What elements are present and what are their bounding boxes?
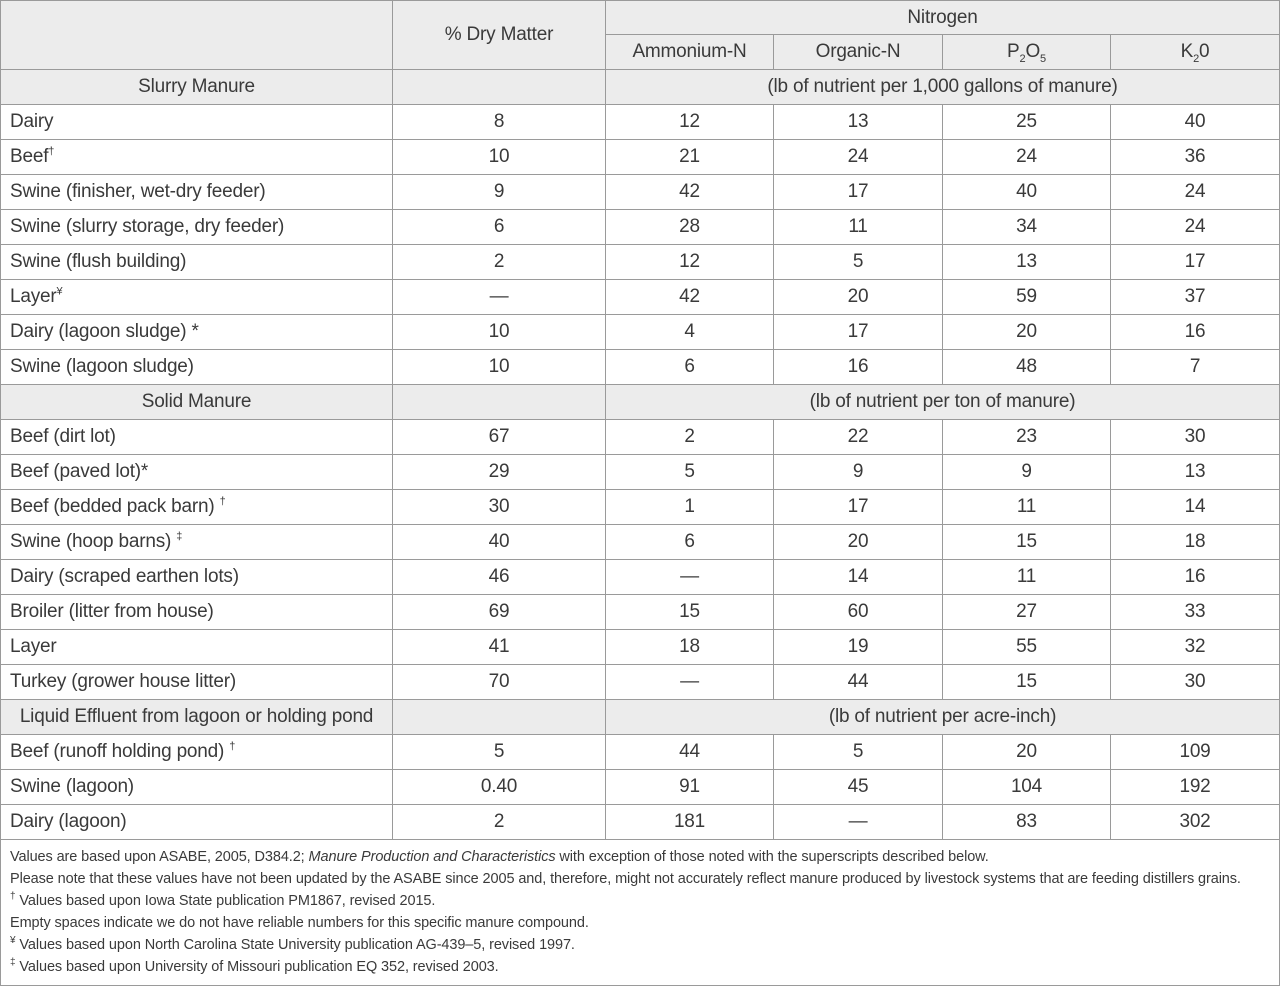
- footnote-yen: [10, 934, 1270, 956]
- row-label-text: Swine (slurry storage, dry feeder): [10, 216, 285, 237]
- k2o-cell: 40: [1111, 105, 1280, 140]
- ammonium-n-cell: 42: [606, 280, 774, 315]
- row-label-text: Dairy (lagoon sludge) *: [10, 321, 199, 342]
- row-footnote-mark: †: [229, 740, 236, 753]
- ammonium-n-cell: 4: [606, 315, 774, 350]
- section-title: Solid Manure: [1, 385, 393, 420]
- table-row: [1, 490, 1280, 525]
- row-label-text: Dairy: [10, 111, 54, 132]
- footnote-yen-mark: ¥: [10, 935, 16, 947]
- organic-n-cell: 60: [774, 595, 943, 630]
- section-header-row: [1, 385, 1280, 420]
- k2o-o: 0: [1199, 41, 1210, 62]
- k2o-cell: 18: [1111, 525, 1280, 560]
- header-p2o5: [943, 35, 1111, 70]
- row-label: [1, 525, 393, 560]
- ammonium-n-cell: 6: [606, 525, 774, 560]
- row-label: [1, 140, 393, 175]
- row-label: [1, 735, 393, 770]
- row-footnote-mark: ¥: [56, 285, 63, 298]
- row-footnote-mark: ‡: [176, 530, 183, 543]
- p2o5-o: O: [1025, 41, 1041, 62]
- organic-n-cell: 45: [774, 770, 943, 805]
- k2o-cell: 30: [1111, 665, 1280, 700]
- table-row: [1, 315, 1280, 350]
- table-row: [1, 665, 1280, 700]
- p2o5-cell: 48: [943, 350, 1111, 385]
- footnote-empty-note: [10, 912, 1270, 934]
- dry-matter-cell: 6: [393, 210, 606, 245]
- footnote-dagger: [10, 890, 1270, 912]
- row-label: [1, 805, 393, 840]
- row-label-text: Beef (paved lot)*: [10, 461, 149, 482]
- section-title: Slurry Manure: [1, 70, 393, 105]
- footnote-double-dagger-mark: ‡: [10, 957, 16, 969]
- p2o5-cell: 20: [943, 735, 1111, 770]
- k2o-k: K: [1180, 41, 1194, 62]
- k2o-cell: 36: [1111, 140, 1280, 175]
- k2o-cell: 32: [1111, 630, 1280, 665]
- row-label-text: Dairy (scraped earthen lots): [10, 566, 239, 587]
- row-footnote-mark: †: [219, 495, 226, 508]
- row-label: [1, 770, 393, 805]
- section-unit: (lb of nutrient per acre-inch): [606, 700, 1280, 735]
- row-label-text: Broiler (litter from house): [10, 601, 214, 622]
- table-row: [1, 805, 1280, 840]
- ammonium-n-cell: 12: [606, 105, 774, 140]
- organic-n-cell: 19: [774, 630, 943, 665]
- p2o5-cell: 20: [943, 315, 1111, 350]
- footnotes: [1, 840, 1280, 986]
- header-nitrogen: Nitrogen: [606, 1, 1280, 35]
- organic-n-cell: 17: [774, 315, 943, 350]
- ammonium-n-cell: 6: [606, 350, 774, 385]
- ammonium-n-cell: 44: [606, 735, 774, 770]
- ammonium-n-cell: 181: [606, 805, 774, 840]
- footnote-update-note: [10, 868, 1270, 890]
- p2o5-cell: 55: [943, 630, 1111, 665]
- ammonium-n-cell: 91: [606, 770, 774, 805]
- section-header-row: [1, 700, 1280, 735]
- row-label-text: Beef (runoff holding pond): [10, 741, 230, 762]
- k2o-cell: 24: [1111, 175, 1280, 210]
- table-row: [1, 140, 1280, 175]
- table-row: [1, 175, 1280, 210]
- ammonium-n-cell: 2: [606, 420, 774, 455]
- p2o5-sub-5: 5: [1040, 52, 1046, 65]
- p2o5-cell: 9: [943, 455, 1111, 490]
- ammonium-n-cell: 28: [606, 210, 774, 245]
- row-footnote-mark: †: [48, 145, 55, 158]
- dry-matter-cell: —: [393, 280, 606, 315]
- p2o5-sub-2: 2: [1019, 52, 1026, 65]
- ammonium-n-cell: —: [606, 665, 774, 700]
- p2o5-cell: 40: [943, 175, 1111, 210]
- row-label: [1, 210, 393, 245]
- row-label-text: Swine (flush building): [10, 251, 187, 272]
- ammonium-n-cell: 15: [606, 595, 774, 630]
- header-dry-matter: % Dry Matter: [393, 1, 606, 70]
- dry-matter-cell: 2: [393, 245, 606, 280]
- ammonium-n-cell: 21: [606, 140, 774, 175]
- p2o5-cell: 15: [943, 525, 1111, 560]
- dry-matter-cell: 0.40: [393, 770, 606, 805]
- organic-n-cell: 20: [774, 525, 943, 560]
- k2o-cell: 7: [1111, 350, 1280, 385]
- ammonium-n-cell: 12: [606, 245, 774, 280]
- row-label-text: Turkey (grower house litter): [10, 671, 236, 692]
- ammonium-n-cell: 5: [606, 455, 774, 490]
- k2o-cell: 37: [1111, 280, 1280, 315]
- header-k2o: [1111, 35, 1280, 70]
- k2o-cell: 30: [1111, 420, 1280, 455]
- p2o5-cell: 23: [943, 420, 1111, 455]
- k2o-cell: 24: [1111, 210, 1280, 245]
- k2o-cell: 109: [1111, 735, 1280, 770]
- table-row: [1, 210, 1280, 245]
- p2o5-cell: 11: [943, 560, 1111, 595]
- table-row: [1, 280, 1280, 315]
- row-label: [1, 490, 393, 525]
- p2o5-cell: 59: [943, 280, 1111, 315]
- p2o5-cell: 11: [943, 490, 1111, 525]
- table-row: [1, 245, 1280, 280]
- table-row: [1, 735, 1280, 770]
- p2o5-cell: 24: [943, 140, 1111, 175]
- section-unit: (lb of nutrient per 1,000 gallons of manure): [606, 70, 1280, 105]
- k2o-cell: 16: [1111, 560, 1280, 595]
- k2o-sub-2: 2: [1193, 52, 1200, 65]
- dry-matter-cell: 5: [393, 735, 606, 770]
- footnote-empty-text: Empty spaces indicate we do not have reliable numbers for this specific manure compound.: [10, 915, 589, 931]
- header-organic-n: Organic-N: [774, 35, 943, 70]
- k2o-cell: 13: [1111, 455, 1280, 490]
- dry-matter-cell: 10: [393, 350, 606, 385]
- row-label-text: Swine (hoop barns): [10, 531, 177, 552]
- p2o5-cell: 15: [943, 665, 1111, 700]
- row-label: [1, 350, 393, 385]
- section-header-row: [1, 70, 1280, 105]
- organic-n-cell: —: [774, 805, 943, 840]
- p2o5-cell: 104: [943, 770, 1111, 805]
- p2o5-cell: 27: [943, 595, 1111, 630]
- row-label: [1, 280, 393, 315]
- row-label-text: Swine (lagoon sludge): [10, 356, 194, 377]
- dry-matter-cell: 8: [393, 105, 606, 140]
- header-row-top: [1, 1, 1280, 35]
- organic-n-cell: 5: [774, 245, 943, 280]
- dry-matter-cell: 10: [393, 140, 606, 175]
- organic-n-cell: 22: [774, 420, 943, 455]
- row-label: [1, 420, 393, 455]
- ammonium-n-cell: 18: [606, 630, 774, 665]
- organic-n-cell: 17: [774, 175, 943, 210]
- dry-matter-cell: 30: [393, 490, 606, 525]
- organic-n-cell: 16: [774, 350, 943, 385]
- organic-n-cell: 13: [774, 105, 943, 140]
- footnote-source-title: Manure Production and Characteristics: [308, 849, 556, 865]
- table-row: [1, 560, 1280, 595]
- k2o-cell: 16: [1111, 315, 1280, 350]
- k2o-cell: 14: [1111, 490, 1280, 525]
- table-row: [1, 630, 1280, 665]
- row-label: [1, 560, 393, 595]
- row-label-text: Dairy (lagoon): [10, 811, 127, 832]
- organic-n-cell: 20: [774, 280, 943, 315]
- row-label: [1, 595, 393, 630]
- dry-matter-cell: 9: [393, 175, 606, 210]
- row-label: [1, 175, 393, 210]
- ammonium-n-cell: 42: [606, 175, 774, 210]
- footnote-yen-text: Values based upon North Carolina State University publication AG-439–5, revised 1997.: [15, 937, 575, 953]
- row-label-text: Swine (lagoon): [10, 776, 134, 797]
- footnote-dagger-text: Values based upon Iowa State publication PM1867, revised 2015.: [15, 893, 436, 909]
- dry-matter-cell: 10: [393, 315, 606, 350]
- row-label: [1, 665, 393, 700]
- organic-n-cell: 9: [774, 455, 943, 490]
- footnote-double-dagger-text: Values based upon University of Missouri publication EQ 352, revised 2003.: [15, 959, 499, 975]
- row-label-text: Beef: [10, 146, 49, 167]
- organic-n-cell: 17: [774, 490, 943, 525]
- header-blank-cell: [1, 1, 393, 70]
- table-row: [1, 350, 1280, 385]
- section-blank-cell: [393, 700, 606, 735]
- row-label-text: Layer: [10, 636, 57, 657]
- dry-matter-cell: 70: [393, 665, 606, 700]
- organic-n-cell: 11: [774, 210, 943, 245]
- table-row: [1, 105, 1280, 140]
- k2o-cell: 302: [1111, 805, 1280, 840]
- ammonium-n-cell: —: [606, 560, 774, 595]
- header-ammonium-n: Ammonium-N: [606, 35, 774, 70]
- dry-matter-cell: 67: [393, 420, 606, 455]
- organic-n-cell: 44: [774, 665, 943, 700]
- k2o-cell: 17: [1111, 245, 1280, 280]
- footnote-double-dagger: [10, 956, 1270, 978]
- row-label: [1, 455, 393, 490]
- p2o5-cell: 83: [943, 805, 1111, 840]
- row-label-text: Beef (dirt lot): [10, 426, 116, 447]
- dry-matter-cell: 29: [393, 455, 606, 490]
- footnote-dagger-mark: †: [10, 891, 16, 903]
- row-label: [1, 630, 393, 665]
- row-label-text: Beef (bedded pack barn): [10, 496, 220, 517]
- table-row: [1, 595, 1280, 630]
- dry-matter-cell: 2: [393, 805, 606, 840]
- footnotes-row: [1, 840, 1280, 986]
- dry-matter-cell: 69: [393, 595, 606, 630]
- row-label: [1, 105, 393, 140]
- section-unit: (lb of nutrient per ton of manure): [606, 385, 1280, 420]
- organic-n-cell: 14: [774, 560, 943, 595]
- footnote-source-pre: Values are based upon ASABE, 2005, D384.2;: [10, 849, 309, 865]
- p2o5-cell: 25: [943, 105, 1111, 140]
- footnote-update-text: Please note that these values have not been updated by the ASABE since 2005 and, therefore, might not accurately reflect manure produced by livestock systems that are feeding distillers grains.: [10, 871, 1241, 887]
- table-row: [1, 455, 1280, 490]
- dry-matter-cell: 40: [393, 525, 606, 560]
- k2o-cell: 192: [1111, 770, 1280, 805]
- section-title: Liquid Effluent from lagoon or holding pond: [1, 700, 393, 735]
- row-label: [1, 245, 393, 280]
- p2o5-cell: 13: [943, 245, 1111, 280]
- organic-n-cell: 5: [774, 735, 943, 770]
- k2o-cell: 33: [1111, 595, 1280, 630]
- organic-n-cell: 24: [774, 140, 943, 175]
- table-row: [1, 770, 1280, 805]
- row-label: [1, 315, 393, 350]
- table-row: [1, 420, 1280, 455]
- row-label-text: Layer: [10, 286, 57, 307]
- dry-matter-cell: 46: [393, 560, 606, 595]
- footnote-source: [10, 846, 1270, 868]
- footnote-source-post: with exception of those noted with the superscripts described below.: [555, 849, 989, 865]
- p2o5-p: P: [1007, 41, 1020, 62]
- ammonium-n-cell: 1: [606, 490, 774, 525]
- dry-matter-cell: 41: [393, 630, 606, 665]
- section-blank-cell: [393, 70, 606, 105]
- section-blank-cell: [393, 385, 606, 420]
- row-label-text: Swine (finisher, wet-dry feeder): [10, 181, 266, 202]
- p2o5-cell: 34: [943, 210, 1111, 245]
- table-row: [1, 525, 1280, 560]
